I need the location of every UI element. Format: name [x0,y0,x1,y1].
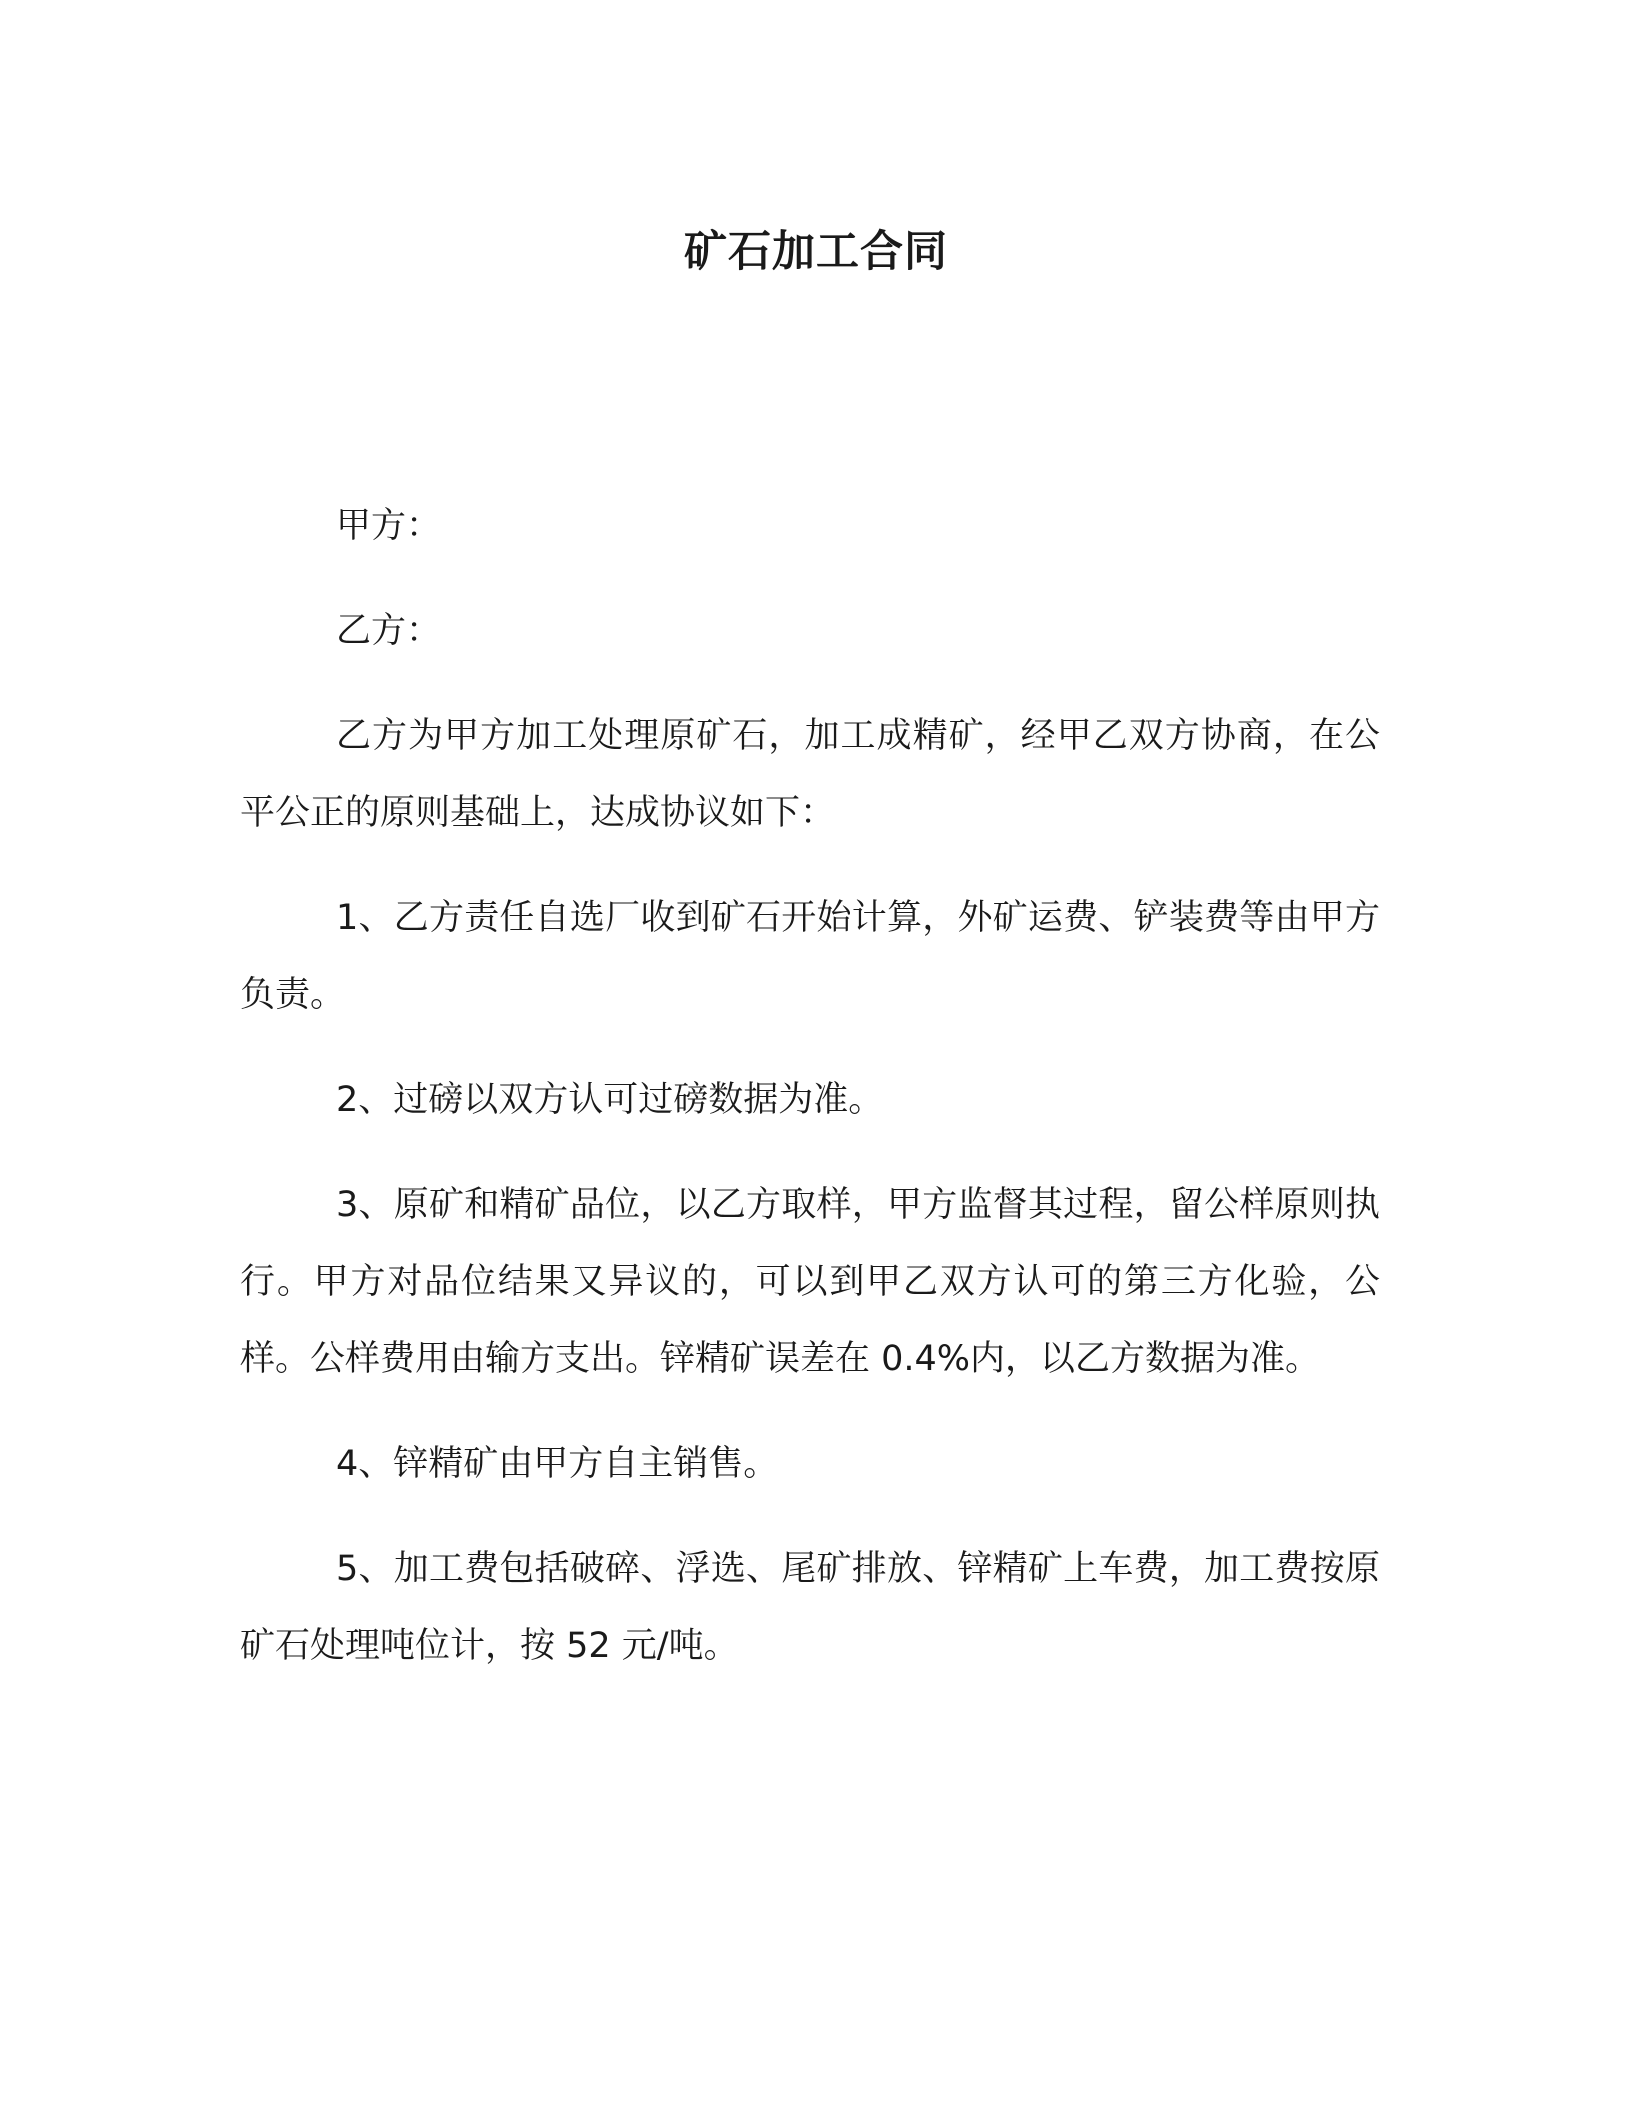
clause-4: 4、锌精矿由甲方自主销售。 [336,1444,779,1484]
clause-2: 2、过磅以双方认可过磅数据为准。 [336,1080,884,1120]
document-title: 矿石加工合同 [684,227,948,277]
intro-paragraph: 乙方为甲方加工处理原矿石，加工成精矿，经甲乙双方协商，在公平公正的原则基础上，达成协议如下： [240,716,1380,833]
party-a-label: 甲方： [336,506,442,546]
clause-5: 5、加工费包括破碎、浮选、尾矿排放、锌精矿上车费，加工费按原矿石处理吨位计，按 52 元/吨。 [240,1549,1380,1666]
clause-3: 3、原矿和精矿品位，以乙方取样，甲方监督其过程，留公样原则执行。甲方对品位结果又异议的，可以到甲乙双方认可的第三方化验，公样。公样费用由输方支出。锌精矿误差在 0.4%内，以乙方数据为准。 [240,1185,1380,1379]
party-b-label: 乙方： [336,611,442,651]
document-body [240,488,1380,1713]
clause-1: 1、乙方责任自选厂收到矿石开始计算，外矿运费、铲装费等由甲方负责。 [240,898,1380,1015]
